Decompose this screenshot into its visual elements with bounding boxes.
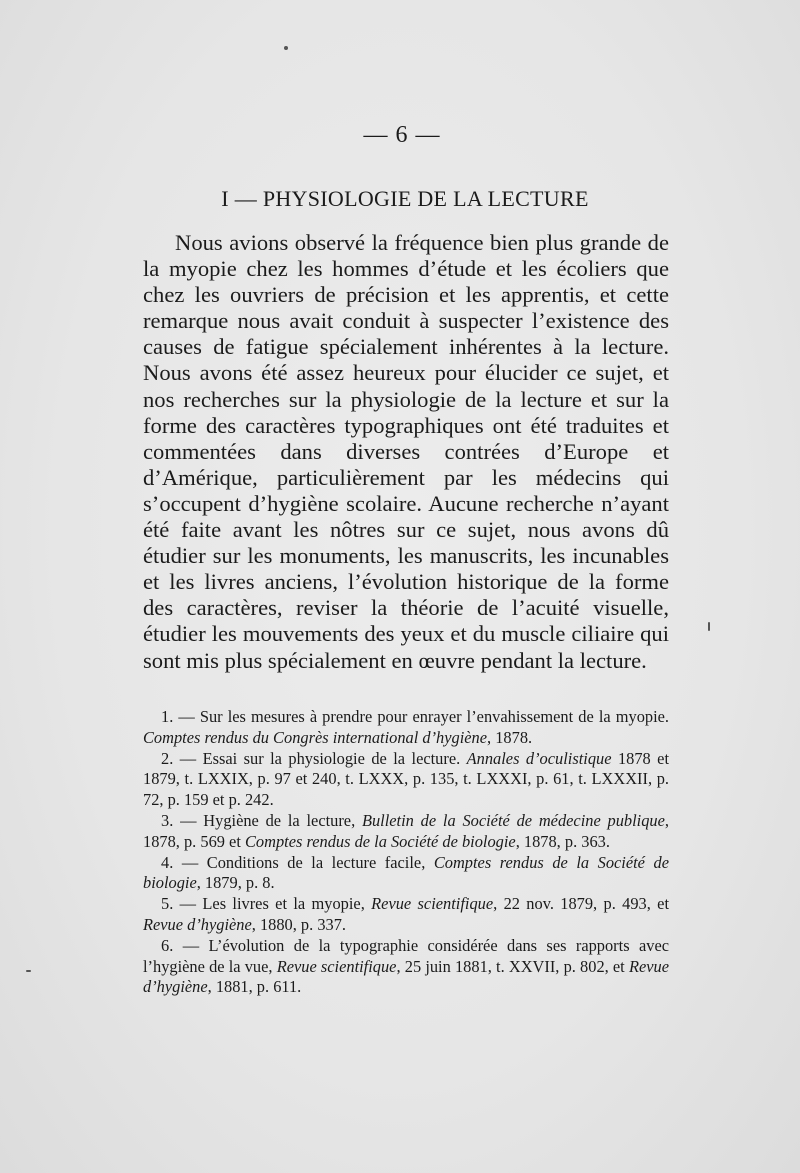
footnote-5: 5. — Les livres et la myopie, Revue scientifique, 22 nov. 1879, p. 493, et Revue d’hygiène, 1880, p. 337. [143,894,670,934]
paper-speck [284,46,288,50]
page-number: — 6 — [363,122,441,148]
footnote-3: 3. — Hygiène de la lecture, Bulletin de la Société de médecine publique, 1878, p. 569 et Comptes rendus de la Société de biologie, 1878, p. 363. [143,810,669,851]
paper-speck [708,622,710,631]
footnote-1: 1. — Sur les mesures à prendre pour enrayer l’envahissement de la myopie. Comptes rendus du Congrès international d’hygiène, 1878. [143,707,670,747]
paper-speck [26,970,31,972]
body-paragraph: Nous avions observé la fréquence bien plus grande de la myopie chez les hommes d’étude et les écoliers que chez les ouvriers de précision et les apprentis, et cette remarque nous avait conduit à suspecter l’existence des causes de fatigue spécialement inhérentes à la lecture. Nous avons été assez heureux pour élucider ce sujet, et nos recherches sur la physiologie de la lecture et sur la forme des caractères typographiques ont été traduites et commentées dans diverses contrées d’Europe et d’Amérique, particulièrement par les médecins qui s’occupent d’hygiène scolaire. Aucune recherche n’ayant été faite avant les nôtres sur ce sujet, nous avons dû étudier sur les monuments, les manuscrits, les incunables et les livres anciens, l’évolution historique de la forme des caractères, reviser la théorie de l’acuité visuelle, étudier les mouvements des yeux et du muscle ciliaire qui sont mis plus spécialement en œuvre pendant la lecture. [143,230,669,673]
footnote-4: 4. — Conditions de la lecture facile, Comptes rendus de la Société de biologie, 1879, p. 8. [143,852,669,893]
footnote-2: 2. — Essai sur la physiologie de la lecture. Annales d’oculistique 1878 et 1879, t. LXXIX, p. 97 et 240, t. LXXX, p. 135, t. LXXXI, p. 61, t. LXXXII, p. 72, p. 159 et p. 242. [143,748,670,810]
footnotes-list [143,707,669,998]
section-heading: I — PHYSIOLOGIE DE LA LECTURE [221,186,589,211]
footnote-6: 6. — L’évolution de la typographie considérée dans ses rapports avec l’hygiène de la vue, Revue scientifique, 25 juin 1881, t. XXVII, p. 802, et Revue d’hygiène, 1881, p. 611. [143,935,669,997]
